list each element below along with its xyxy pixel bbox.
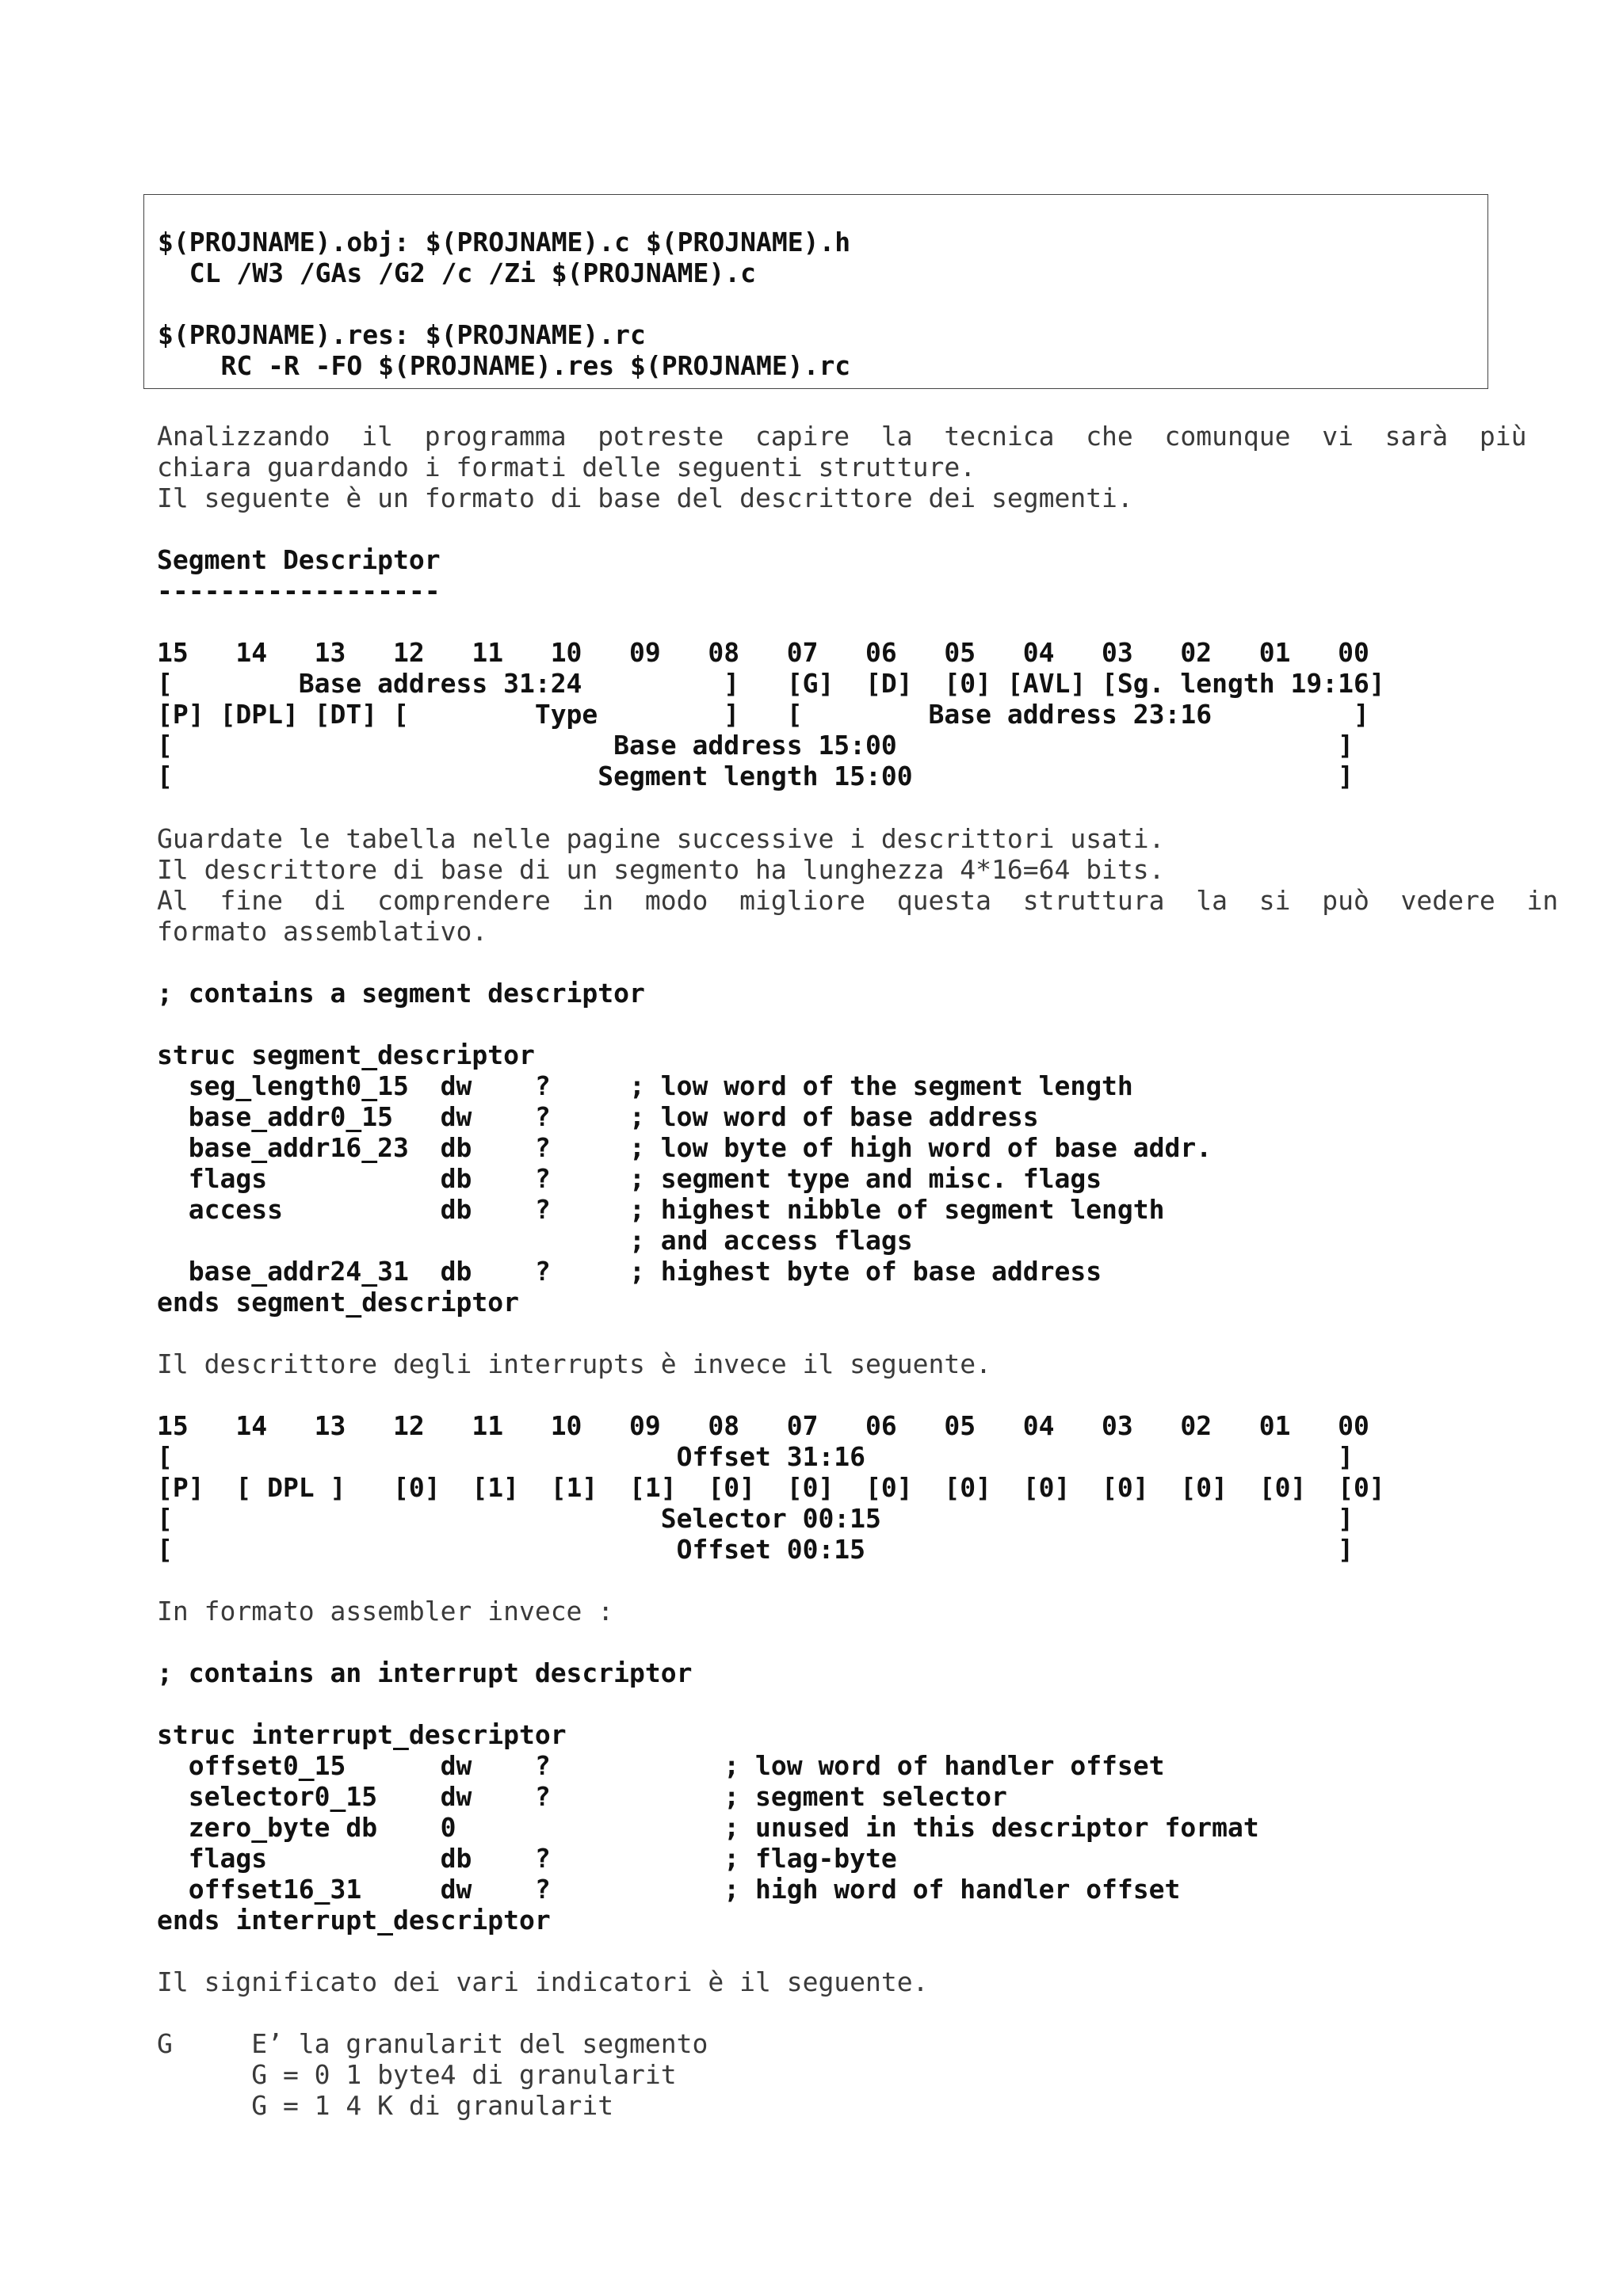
interrupt-descriptor-struc: struc interrupt_descriptor offset0_15 dw ? ; low word of handler offset selector0_15 dw ? ; segment selector zero_byte db 0 ; unused in this descriptor format flags db ? ; flag-byte offset16_31 dw ? ; high word of handler offset ends interrupt_descriptor bbox=[157, 1719, 1259, 1936]
intro-paragraph: Analizzando il programma potreste capire la tecnica che comunque vi sarà più chiara guardando i formati delle seguenti strutture. Il seguente è un formato di base del descrittore dei segmenti. bbox=[157, 421, 1527, 513]
flags-meaning-intro: Il significato dei vari indicatori è il seguente. bbox=[157, 1966, 929, 1997]
interrupt-descriptor-comment: ; contains an interrupt descriptor bbox=[157, 1657, 693, 1688]
segment-descriptor-heading: Segment Descriptor ------------------ bbox=[157, 544, 441, 606]
segment-descriptor-bit-table: 15 14 13 12 11 10 09 08 07 06 05 04 03 02 01 00 [ Base address 31:24 ] [G] [D] [0] [AVL] [Sg. length 19:16] [P] [DPL] [DT] [ Type ] [ Base address 23:16 ] [ Base address 15:00 ] [ Segment length 15:00 ] bbox=[157, 637, 1385, 791]
assembler-format-intro: In formato assembler invece : bbox=[157, 1596, 614, 1627]
interrupt-descriptor-intro: Il descrittore degli interrupts è invece il seguente. bbox=[157, 1348, 991, 1379]
makefile-code: $(PROJNAME).obj: $(PROJNAME).c $(PROJNAME).h CL /W3 /GAs /G2 /c /Zi $(PROJNAME).c $(PROJNAME).res: $(PROJNAME).rc RC -R -FO $(PROJNAME).res $(PROJNAME).rc bbox=[158, 227, 851, 381]
granularity-flag-description: G E’ la granularit del segmento G = 0 1 byte4 di granularit G = 1 4 K di granularit bbox=[157, 2028, 708, 2121]
segment-descriptor-comment: ; contains a segment descriptor bbox=[157, 978, 645, 1009]
segment-descriptor-struc: struc segment_descriptor seg_length0_15 dw ? ; low word of the segment length base_addr0_15 dw ? ; low word of base address base_addr16_23 db ? ; low byte of high word of base addr. flags db ? ; segment type and misc. flags access db ? ; highest nibble of segment length ; and access flags base_addr24_31 db ? ; highest byte of base address ends segment_descriptor bbox=[157, 1039, 1212, 1318]
interrupt-descriptor-bit-table: 15 14 13 12 11 10 09 08 07 06 05 04 03 02 01 00 [ Offset 31:16 ] [P] [ DPL ] [0] [1] [1] [1] [0] [0] [0] [0] [0] [0] [0] [0] [0] [ Selector 00:15 ] [ Offset 00:15 ] bbox=[157, 1410, 1385, 1565]
segment-explanation-paragraph: Guardate le tabella nelle pagine successive i descrittori usati. Il descrittore di base di un segmento ha lunghezza 4*16=64 bits. Al fine di comprendere in modo migliore questa struttura la si può vedere in formato assemblativo. bbox=[157, 823, 1559, 947]
makefile-code-box bbox=[143, 194, 1488, 389]
